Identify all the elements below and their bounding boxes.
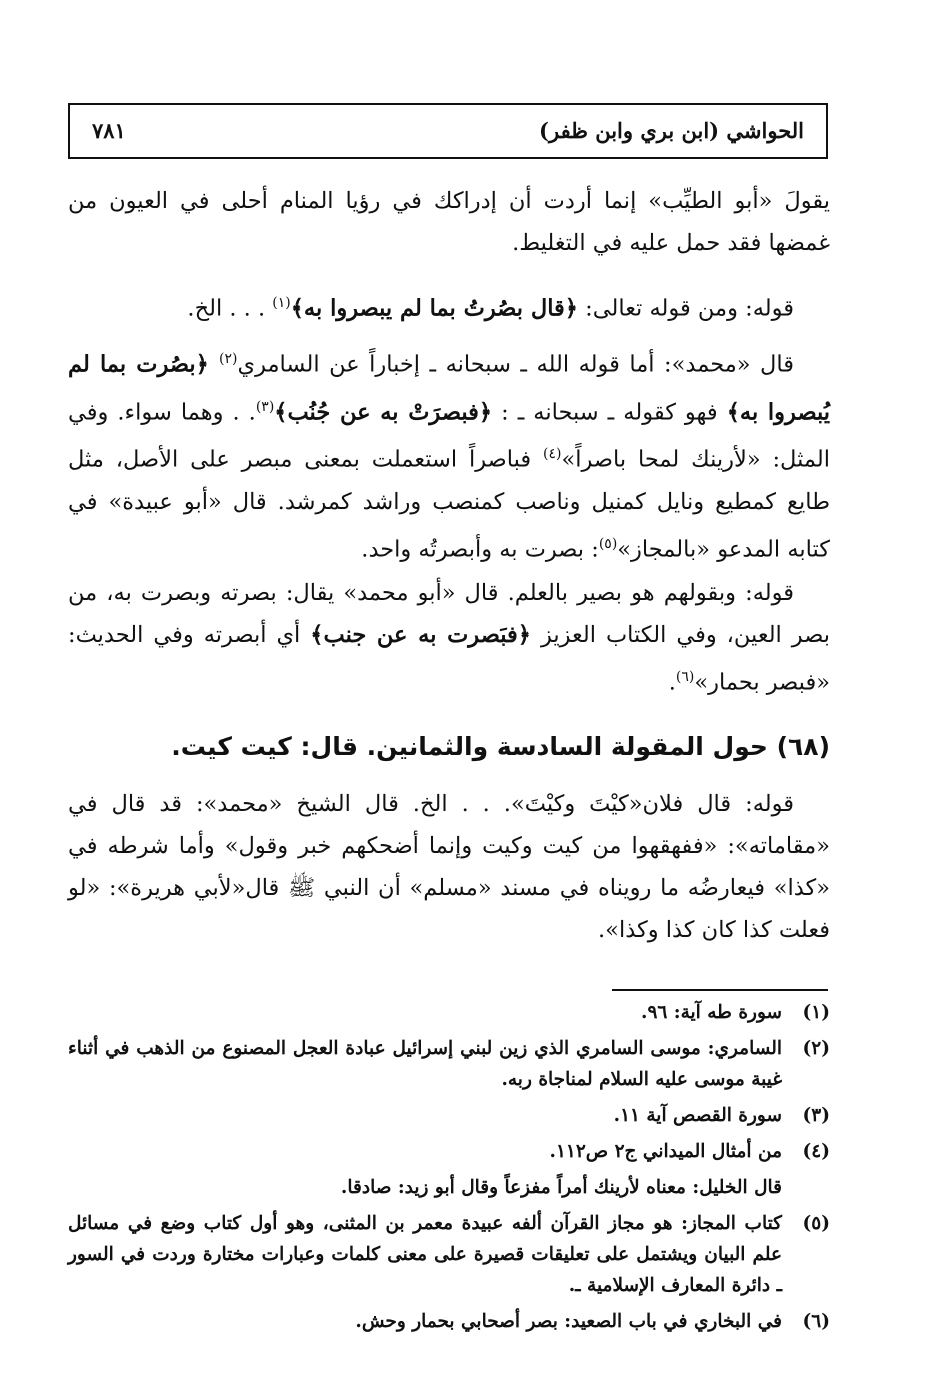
footnote-4 bbox=[68, 1136, 830, 1167]
footnote-text: سورة القصص آية ١١. bbox=[613, 1105, 782, 1126]
footnote-number: (٤) bbox=[802, 1141, 830, 1162]
footnote-ref-6: (٦) bbox=[675, 669, 695, 685]
footnote-text: من أمثال الميداني ج٢ ص١١٢. bbox=[549, 1141, 782, 1162]
quran-quote-1: ﴿قال بصُرتُ بما لم يبصروا به﴾ bbox=[290, 295, 578, 322]
footnote-ref-4: (٤) bbox=[543, 446, 562, 462]
paragraph-4-part-b: أي أبصرته وفي الحديث: «فبصر بحمار» bbox=[68, 622, 830, 696]
paragraph-3-part-c: . . وهما سواء. وفي المثل: «لأرينك لمحا باصراً» bbox=[68, 399, 830, 473]
paragraph-3-part-a: قال «محمد»: أما قوله الله ـ سبحانه ـ إخباراً عن السامري bbox=[237, 351, 794, 378]
paragraph-4-part-c: . bbox=[668, 669, 676, 696]
footnote-text: في البخاري في باب الصعيد: بصر أصحابي بحمار وحش. bbox=[355, 1311, 782, 1332]
footnote-number: (٦) bbox=[802, 1311, 830, 1332]
paragraph-3-part-e: : بصرت به وأبصرتُه واحد. bbox=[361, 536, 599, 562]
footnote-5 bbox=[68, 1208, 830, 1301]
paragraph-2-end: . . . الخ. bbox=[187, 295, 273, 322]
paragraph-1-text: يقولَ «أبو الطيِّب» إنما أردت أن إدراكك في رؤيا المنام أحلى في العيون من غمضها فقد حمل عليه في التغليط. bbox=[68, 188, 830, 256]
paragraph-4-part-a: قوله: وبقولهم هو بصير بالعلم. قال «أبو محمد» يقال: بصرته وبصرت به، من بصر العين، وفي الكتاب العزيز bbox=[68, 580, 830, 648]
footnotes bbox=[68, 997, 830, 1342]
footnote-number: (٢) bbox=[802, 1038, 830, 1059]
footnote-number: (٥) bbox=[802, 1213, 830, 1234]
running-header bbox=[68, 103, 828, 159]
paragraph-5 bbox=[68, 783, 830, 951]
footnote-text: كتاب المجاز: هو مجاز القرآن ألفه عبيدة معمر بن المثنى، وهو أول كتاب وضع في مسائل علم البيان ويشتمل على تعليقات قصيرة على معنى كلمات وعبارات مختارة وردت في السور ـ دائرة المعارف الإسلامية ـ. bbox=[68, 1213, 782, 1296]
header-title: الحواشي (ابن بري وابن ظفر) bbox=[539, 118, 804, 143]
section-heading: (٦٨) حول المقولة السادسة والثمانين. قال: كيت كيت. bbox=[171, 732, 830, 761]
quran-quote-2: ﴿بصُرت بما لم يُبصروا به﴾ bbox=[68, 351, 831, 425]
paragraph-2-intro: قوله: ومن قوله تعالى: bbox=[578, 295, 794, 322]
footnote-1 bbox=[68, 997, 830, 1028]
quran-quote-3: ﴿فبصرَتْ به عن جُنُب﴾ bbox=[274, 399, 493, 425]
paragraph-3-part-d: فباصراً استعملت بمعنى مبصر على الأصل، مثل طايع كمطيع ونايل كمنيل وناصب كمنصب وراشد كمرشد. قال «أبو عبيدة» في كتابه المدعو «بالمجاز» bbox=[68, 446, 830, 562]
footnote-number: (١) bbox=[802, 1002, 830, 1023]
footnote-divider bbox=[612, 989, 828, 991]
footnote-6 bbox=[68, 1306, 830, 1337]
paragraph-2 bbox=[68, 282, 830, 330]
footnote-ref-5: (٥) bbox=[598, 535, 618, 552]
page-number: ٧٨١ bbox=[92, 118, 126, 143]
footnote-3 bbox=[68, 1100, 830, 1131]
paragraph-3 bbox=[68, 338, 830, 570]
footnote-text: سورة طه آية: ٩٦. bbox=[640, 1002, 782, 1023]
quran-quote-4: ﴿فبَصرت به عن جنب﴾ bbox=[310, 622, 531, 648]
paragraph-4 bbox=[68, 572, 830, 704]
paragraph-1 bbox=[68, 180, 830, 264]
footnote-2 bbox=[68, 1033, 830, 1095]
footnote-4-extra: قال الخليل: معناه لأرينك أمراً مفزعاً وقال أبو زيد: صادقا. bbox=[340, 1177, 782, 1198]
footnote-number: (٣) bbox=[802, 1105, 830, 1126]
footnote-ref-1: (١) bbox=[272, 295, 291, 311]
footnote-ref-3: (٣) bbox=[255, 398, 275, 415]
footnote-ref-2: (٢) bbox=[219, 351, 238, 367]
paragraph-3-part-b: فهو كقوله ـ سبحانه ـ : bbox=[492, 399, 727, 425]
footnote-text: السامري: موسى السامري الذي زين لبني إسرائيل عبادة العجل المصنوع من الذهب في أثناء غيبة موسى عليه السلام لمناجاة ربه. bbox=[68, 1038, 782, 1090]
paragraph-5-text: قوله: قال فلان«كيْتَ وكيْتَ». . . الخ. قال الشيخ «محمد»: قد قال في «مقاماته»: «ففهقهوا من كيت وكيت وإنما أضحكهم خبر وقول» وأما شرطه في «كذا» فيعارضُه ما رويناه في مسند «مسلم» أن النبي ﷺ قال«لأبي هريرة»: «لو فعلت كذا كان كذا وكذا». bbox=[68, 791, 830, 943]
